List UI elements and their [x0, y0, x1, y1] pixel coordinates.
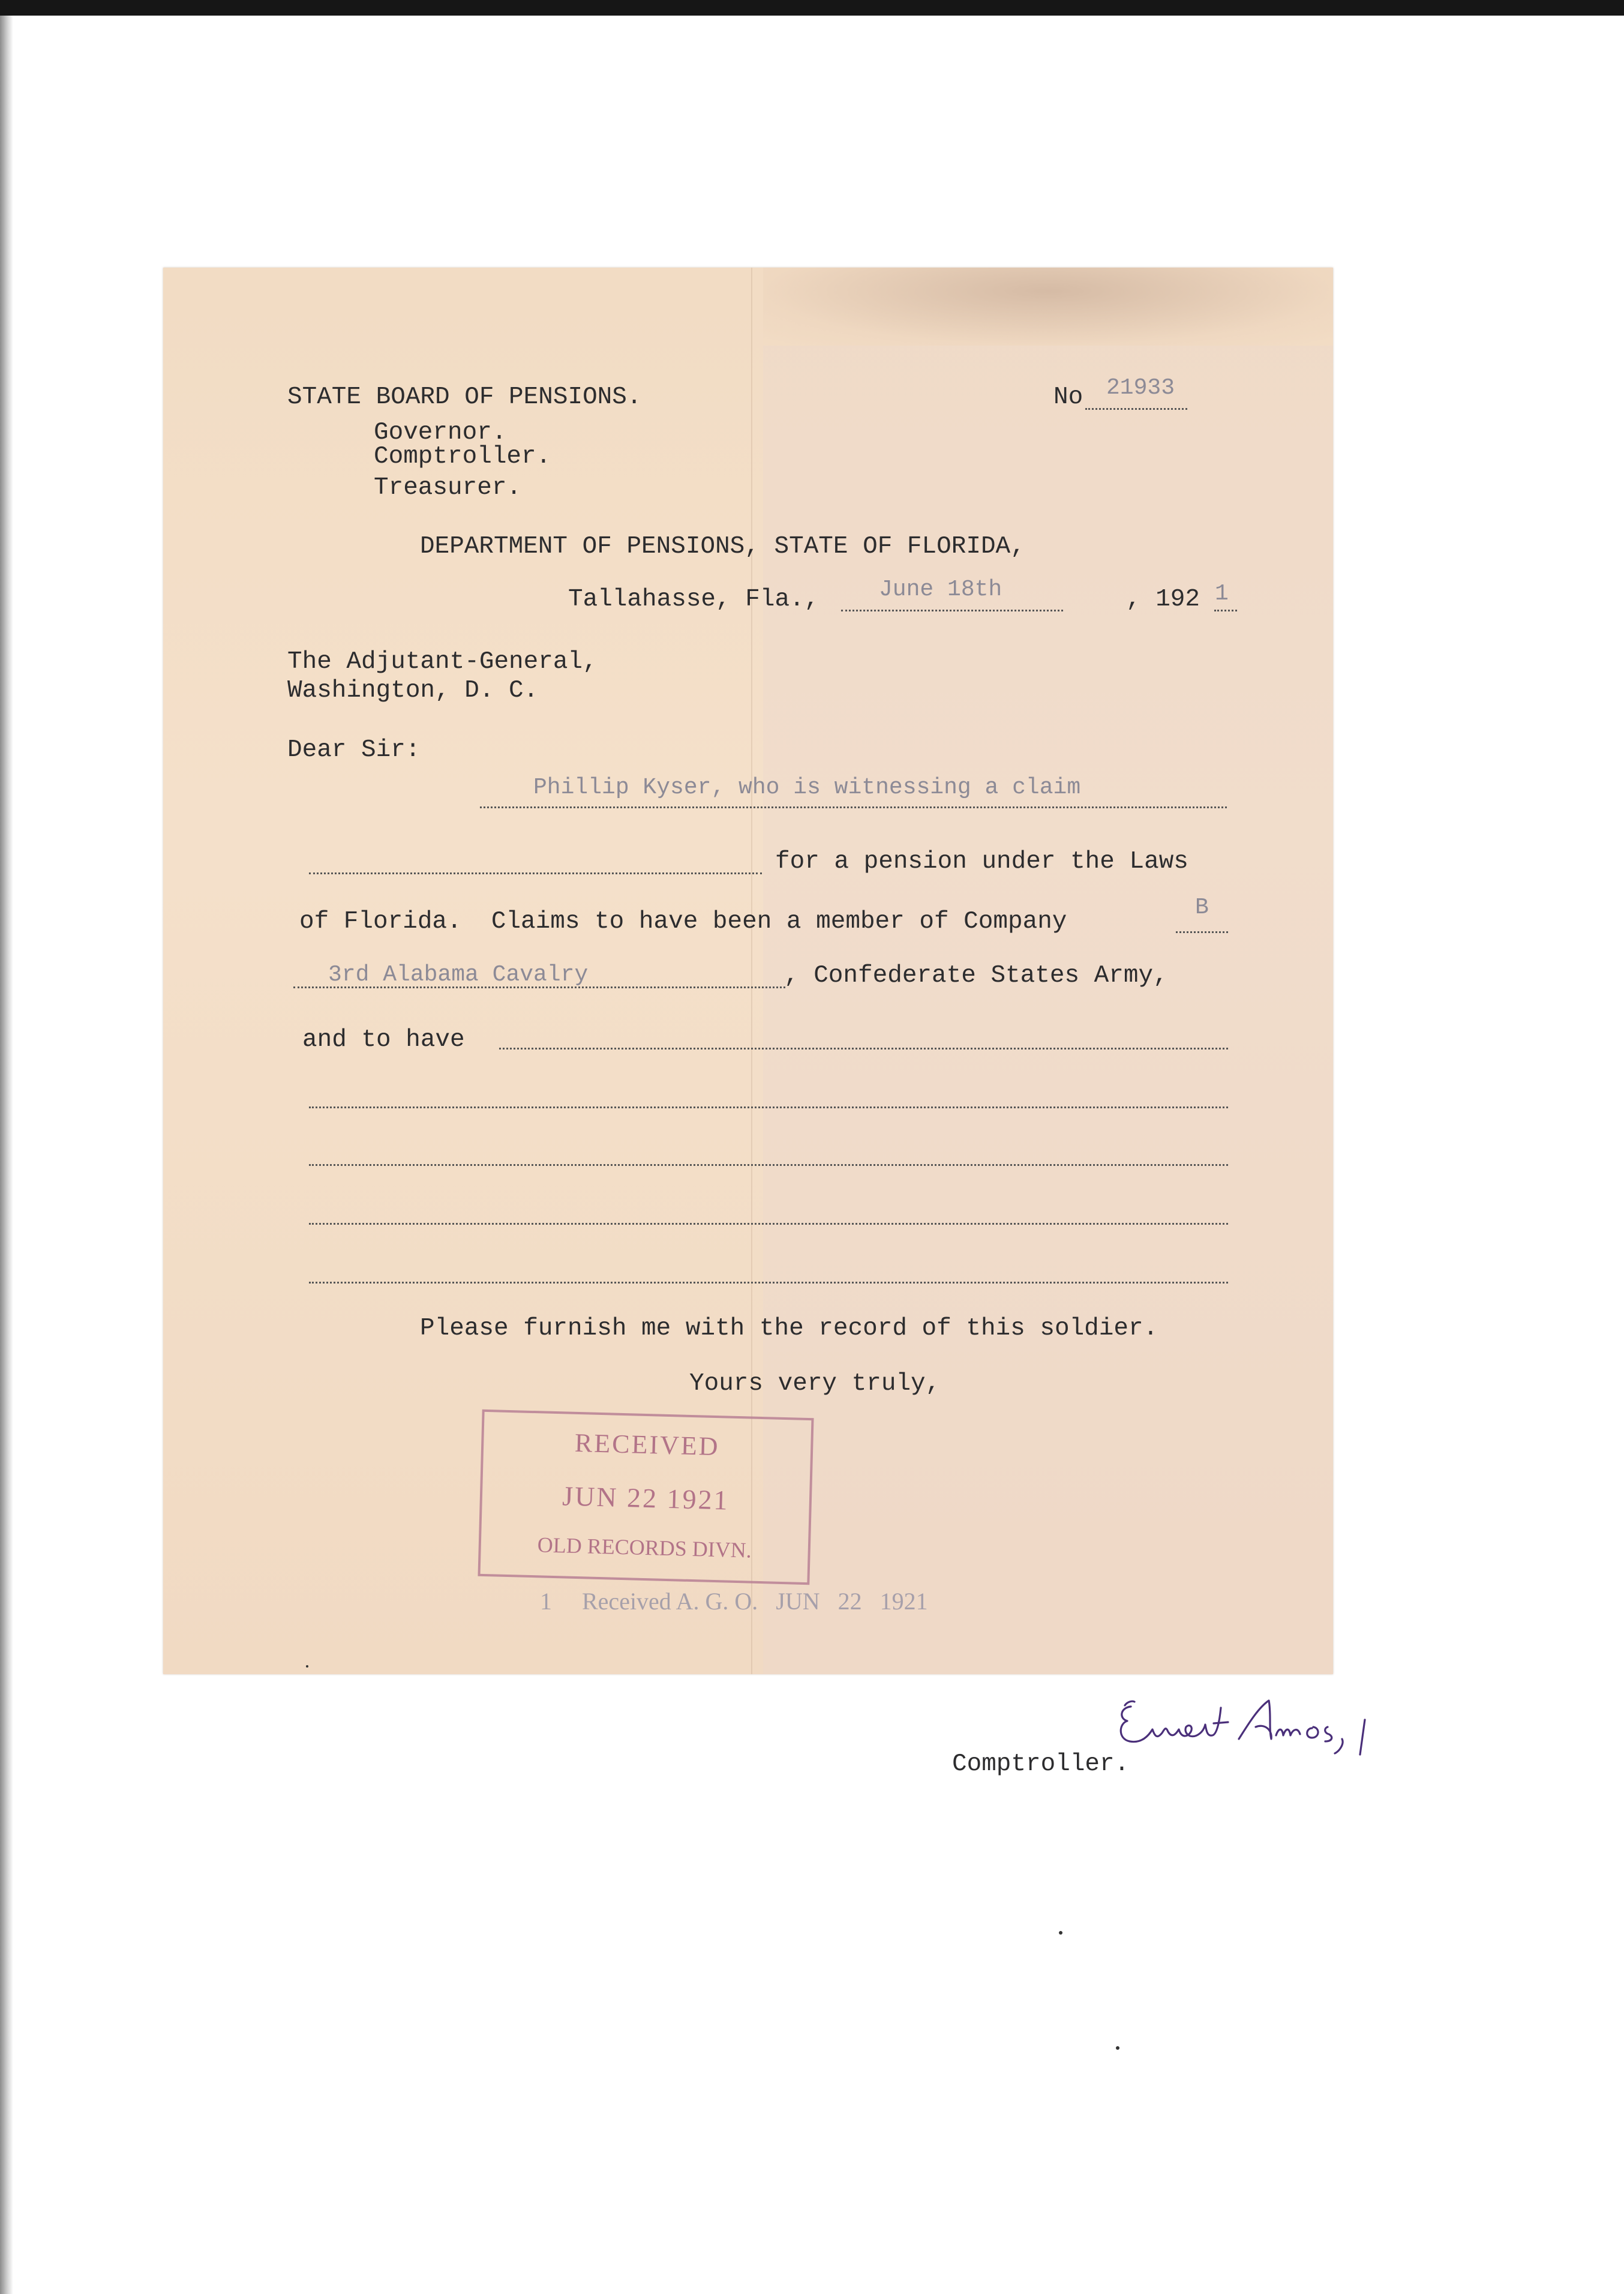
line-2-underline [309, 872, 762, 874]
number-label: No [1053, 383, 1083, 411]
board-member-governor: Governor. [374, 419, 507, 446]
record-request: Please furnish me with the record of this soldier. [420, 1315, 1158, 1342]
number-value: 21933 [1106, 375, 1175, 401]
blank-line-1 [309, 1106, 1228, 1108]
stamp-date: JUN 22 1921 [562, 1480, 730, 1516]
company-value: B [1195, 895, 1209, 920]
number-underline [1085, 408, 1187, 410]
year-prefix: , 192 [1126, 586, 1200, 613]
stamp-division: OLD RECORDS DIVN. [537, 1533, 752, 1563]
company-underline [1176, 931, 1228, 933]
board-member-treasurer: Treasurer. [374, 474, 522, 502]
blank-line-4 [309, 1282, 1228, 1284]
scan-speck [306, 1665, 308, 1668]
stamp-received: RECEIVED [574, 1428, 721, 1462]
regiment-value: 3rd Alabama Cavalry [328, 962, 589, 988]
body-line-4: , Confederate States Army, [784, 962, 1168, 989]
claimant-underline [480, 806, 1227, 808]
received-stamp [478, 1410, 813, 1585]
body-line-5: and to have [302, 1026, 465, 1054]
claimant-value: Phillip Kyser, who is witnessing a claim [533, 775, 1081, 800]
signer-title: Comptroller. [952, 1750, 1130, 1778]
blank-line-3 [309, 1223, 1228, 1225]
year-suffix: 1 [1215, 581, 1229, 607]
body-line-3: of Florida. Claims to have been a member of Company [299, 908, 1067, 935]
valediction: Yours very truly, [689, 1370, 941, 1398]
board-member-comptroller: Comptroller. [374, 443, 551, 470]
addressee-line-1: The Adjutant-General, [287, 648, 598, 676]
salutation: Dear Sir: [287, 736, 421, 764]
date-value: June 18th [879, 577, 1002, 602]
scan-border-top [0, 0, 1624, 16]
scan-speck [1116, 2046, 1119, 2050]
board-name: STATE BOARD OF PENSIONS. [287, 383, 642, 411]
date-underline [841, 610, 1063, 611]
scan-speck [1059, 1931, 1062, 1935]
addressee-line-2: Washington, D. C. [287, 677, 539, 704]
signature [1114, 1684, 1390, 1774]
paper-stain [763, 268, 1333, 346]
scan-border-left [0, 16, 13, 2294]
year-underline [1214, 610, 1237, 611]
dateline-place: Tallahasse, Fla., [568, 586, 819, 613]
body-line-2: for a pension under the Laws [775, 848, 1188, 875]
received-mark: 1 Received A. G. O. JUN 22 1921 [540, 1588, 928, 1615]
blank-line-2 [309, 1164, 1228, 1166]
line-5-underline [499, 1048, 1228, 1049]
department-heading: DEPARTMENT OF PENSIONS, STATE OF FLORIDA, [420, 533, 1025, 560]
